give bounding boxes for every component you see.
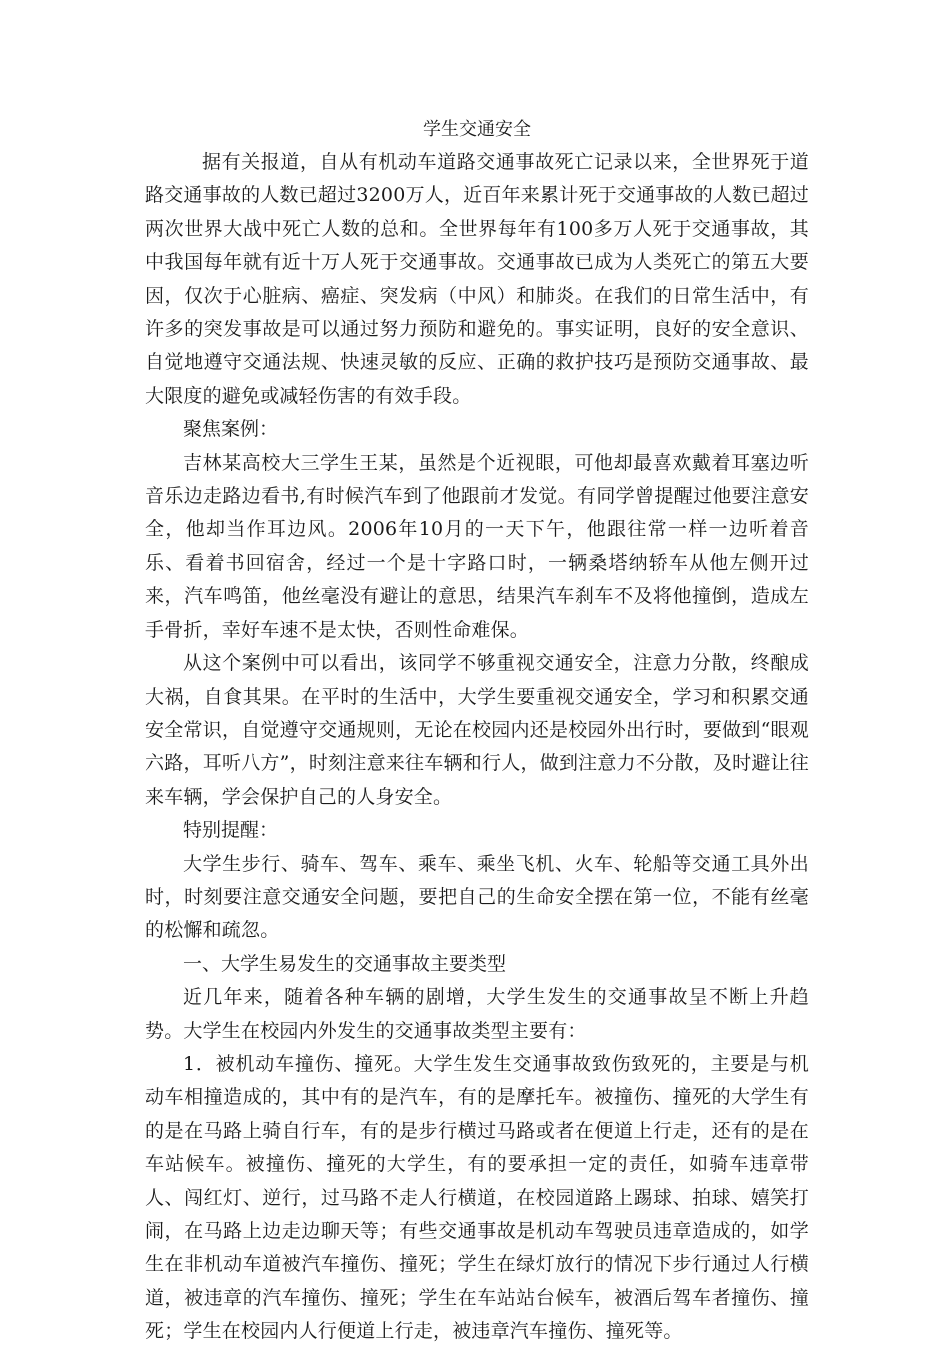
document-title: 学生交通安全 — [423, 119, 531, 140]
intro-paragraph: 据有关报道，自从有机动车道路交通事故死亡记录以来，全世界死于道路交通事故的人数已超过3200万人，近百年来累计死于交通事故的人数已超过两次世界大战中死亡人数的总和。全世界每年有100多万人死于交通事故，其中我国每年就有近十万人死于交通事故。交通事故已成为人类死亡的第五大要因，仅次于心脏病、癌症、突发病（中风）和肺炎。在我们的日常生活中，有许多的突发事故是可以通过努力预防和避免的。事实证明，良好的安全意识、自觉地遵守交通法规、快速灵敏的反应、正确的救护技巧是预防交通事故、最大限度的避免或减轻伤害的有效手段。 — [145, 151, 809, 407]
section1-intro-paragraph: 近几年来，随着各种车辆的剧增，大学生发生的交通事故呈不断上升趋势。大学生在校园内外发生的交通事故类型主要有： — [145, 986, 809, 1042]
section1-heading: 一、大学生易发生的交通事故主要类型 — [183, 952, 507, 975]
reminder-heading: 特别提醒： — [183, 819, 279, 842]
case-paragraph: 吉林某高校大三学生王某，虽然是个近视眼，可他却最喜欢戴着耳塞边听音乐边走路边看书,有时候汽车到了他跟前才发觉。有同学曾提醒过他要注意安全，他却当作耳边风。2006年10月的一天下午，他跟往常一样一边听着音乐、看着书回宿舍，经过一个是十字路口时，一辆桑塔纳轿车从他左侧开过来，汽车鸣笛，他丝毫没有避让的意思，结果汽车刹车不及将他撞倒，造成左手骨折，幸好车速不是太快，否则性命难保。 — [145, 451, 809, 641]
case-heading: 聚焦案例： — [183, 418, 279, 441]
document-page — [145, 114, 809, 1349]
case-analysis-paragraph: 从这个案例中可以看出，该同学不够重视交通安全，注意力分散，终酿成大祸，自食其果。在平时的生活中，大学生要重视交通安全，学习和积累交通安全常识，自觉遵守交通规则，无论在校园内还是校园外出行时，要做到“眼观六路，耳听八方”，时刻注意来往车辆和行人，做到注意力不分散，及时避让往来车辆，学会保护自己的人身安全。 — [145, 652, 809, 808]
reminder-paragraph: 大学生步行、骑车、驾车、乘车、乘坐飞机、火车、轮船等交通工具外出时，时刻要注意交通安全问题，要把自己的生命安全摆在第一位，不能有丝毫的松懈和疏忽。 — [145, 852, 809, 942]
section1-item1-paragraph: 1．被机动车撞伤、撞死。大学生发生交通事故致伤致死的，主要是与机动车相撞造成的，其中有的是汽车，有的是摩托车。被撞伤、撞死的大学生有的是在马路上骑自行车，有的是步行横过马路或者在便道上行走，还有的是在车站候车。被撞伤、撞死的大学生，有的要承担一定的责任，如骑车违章带人、闯红灯、逆行，过马路不走人行横道，在校园道路上踢球、拍球、嬉笑打闹，在马路上边走边聊天等；有些交通事故是机动车驾驶员违章造成的，如学生在非机动车道被汽车撞伤、撞死；学生在绿灯放行的情况下步行通过人行横道，被违章的汽车撞伤、撞死；学生在车站站台候车，被酒后驾车者撞伤、撞死；学生在校园内人行便道上行走，被违章汽车撞伤、撞死等。 — [145, 1052, 809, 1343]
